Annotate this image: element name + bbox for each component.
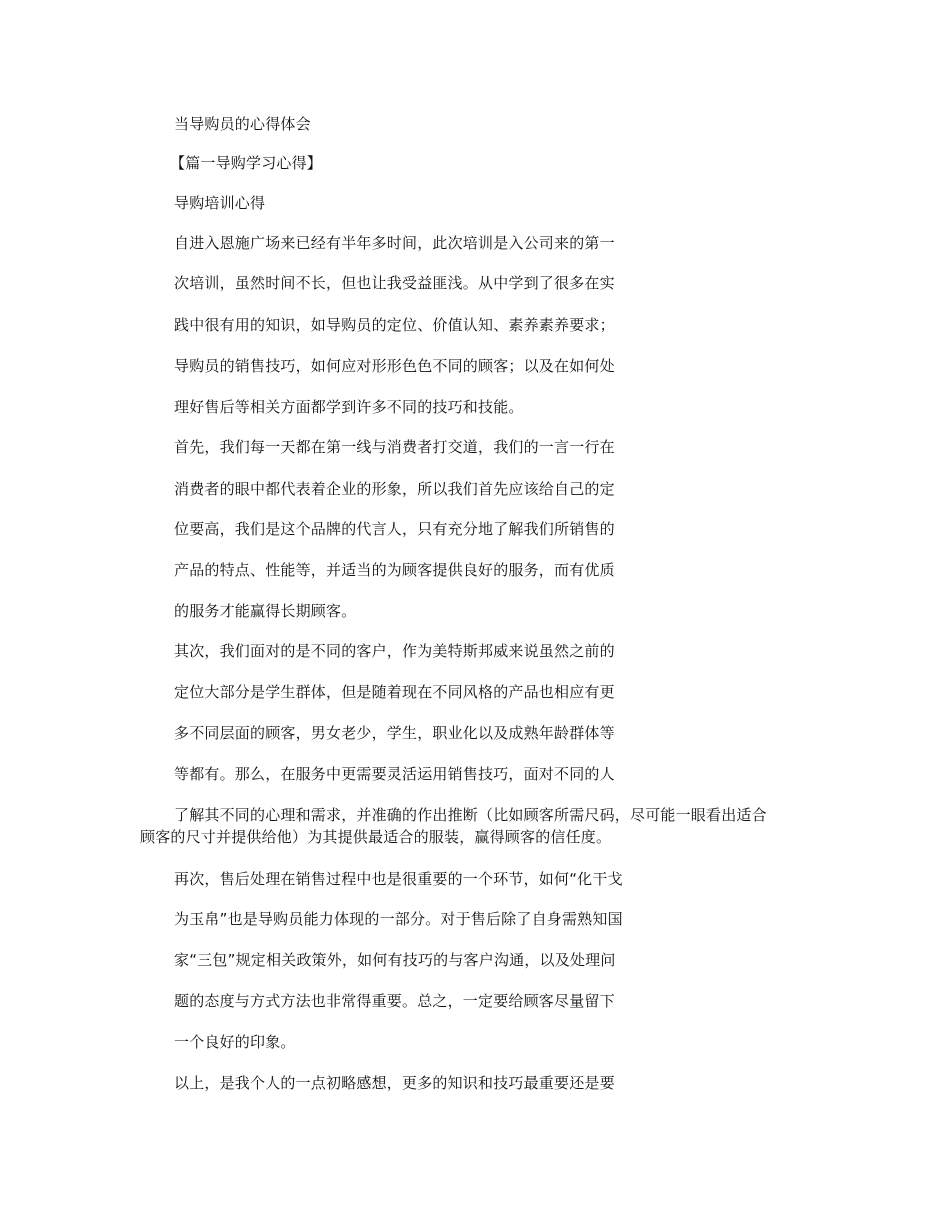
text-line: 定位大部分是学生群体，但是随着现在不同风格的产品也相应有更 [174,683,615,701]
text-line: 以上，是我个人的一点初略感想，更多的知识和技巧最重要还是要 [174,1074,615,1092]
text-line: 一个良好的印象。 [174,1033,296,1051]
text-line: 再次，售后处理在销售过程中也是很重要的一个环节，如何“化干戈 [174,870,623,888]
subheading: 导购培训心得 [174,194,266,212]
text-line: 家“三包”规定相关政策外，如何有技巧的与客户沟通，以及处理问 [174,951,616,969]
text-line: 消费者的眼中都代表着企业的形象，所以我们首先应该给自己的定 [174,480,615,498]
text-line: 产品的特点、性能等，并适当的为顾客提供良好的服务，而有优质 [174,561,615,579]
text-line: 等都有。那么，在服务中更需要灵活运用销售技巧，面对不同的人 [174,765,615,783]
text-line: 位要高，我们是这个品牌的代言人，只有充分地了解我们所销售的 [174,520,615,538]
text-line: 其次，我们面对的是不同的客户，作为美特斯邦威来说虽然之前的 [174,642,615,660]
text-line: 理好售后等相关方面都学到许多不同的技巧和技能。 [174,398,524,416]
document-title: 当导购员的心得体会 [174,115,311,133]
text-line: 为玉帛”也是导购员能力体现的一部分。对于售后除了自身需熟知国 [174,910,623,928]
text-line: 自进入恩施广场来已经有半年多时间，此次培训是入公司来的第一 [174,234,615,252]
wide-paragraph-line-1: 了解其不同的心理和需求，并准确的作出推断（比如顾客所需尺码，尽可能一眼看出适合 [174,806,767,824]
text-line: 践中很有用的知识，如导购员的定位、价值认知、素养素养要求； [174,316,615,334]
text-line: 题的态度与方式方法也非常得重要。总之，一定要给顾客尽量留下 [174,992,615,1010]
text-line: 首先，我们每一天都在第一线与消费者打交道，我们的一言一行在 [174,438,615,456]
text-line: 的服务才能赢得长期顾客。 [174,602,357,620]
text-line: 多不同层面的顾客，男女老少，学生，职业化以及成熟年龄群体等 [174,724,615,742]
text-line: 次培训，虽然时间不长，但也让我受益匪浅。从中学到了很多在实 [174,274,615,292]
section-heading: 【篇一导购学习心得】 [170,154,323,172]
wide-paragraph-line-2: 顾客的尺寸并提供给他）为其提供最适合的服装，赢得顾客的信任度。 [140,828,612,846]
text-line: 导购员的销售技巧，如何应对形形色色不同的顾客；以及在如何处 [174,357,615,375]
